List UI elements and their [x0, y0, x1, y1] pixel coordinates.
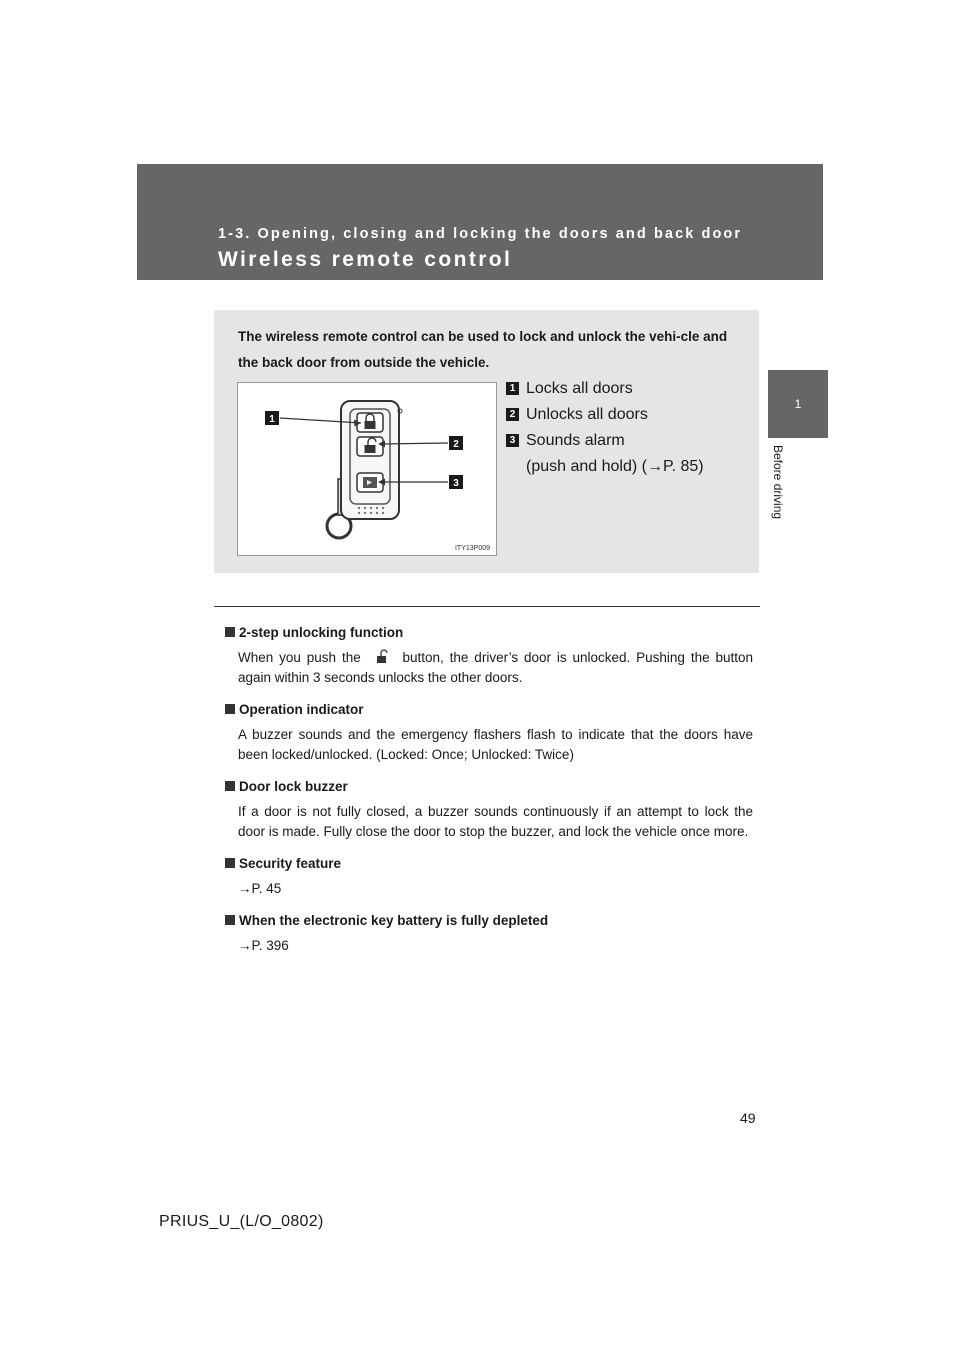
- note-security-feature: [225, 851, 753, 899]
- chapter-number: 1: [794, 397, 802, 411]
- callout-3-label: 3: [453, 478, 459, 489]
- intro-text: The wireless remote control can be used to lock and unlock the vehi-cle and the back door from outside the vehicle.: [238, 329, 728, 370]
- note-page-reference[interactable]: →P. 45: [238, 881, 282, 896]
- legend-number-1: 1: [506, 382, 519, 395]
- remote-control-figure: [237, 382, 497, 556]
- button-legend: [506, 376, 756, 480]
- remote-key-illustration: [238, 383, 496, 555]
- chapter-label: Before driving: [771, 445, 785, 520]
- legend-number-3: 3: [506, 434, 519, 447]
- note-body: When you push the: [238, 650, 361, 665]
- unlock-icon: [367, 649, 397, 663]
- legend-text-alarm: Sounds alarm: [526, 432, 625, 449]
- note-title: When the electronic key battery is fully depleted: [239, 913, 549, 928]
- note-body: If a door is not fully closed, a buzzer sounds continuously if an attempt to lock the door is made. Fully close the door to stop the buzzer, and lock the vehicle once more.: [238, 804, 753, 839]
- legend-item-lock: [506, 376, 756, 402]
- legend-text-unlock: Unlocks all doors: [526, 406, 648, 423]
- note-body: A buzzer sounds and the emergency flashers flash to indicate that the doors have been locked/unlocked. (Locked: Once; Unlocked: Twice): [238, 727, 753, 762]
- note-title: Door lock buzzer: [239, 779, 348, 794]
- note-page-reference[interactable]: →P. 396: [238, 938, 289, 953]
- legend-text-alarm-detail: (push and hold) (→P. 85): [526, 458, 704, 475]
- chapter-tab: [768, 370, 828, 438]
- section-title: 1-3. Opening, closing and locking the doors and back door: [218, 226, 743, 242]
- notes-list: [225, 620, 753, 965]
- figure-code: ITY13P009: [454, 545, 490, 552]
- legend-item-alarm: [506, 428, 756, 480]
- intro-box: [214, 310, 759, 573]
- bullet-square-icon: [225, 915, 235, 925]
- note-operation-indicator: [225, 697, 753, 765]
- legend-number-2: 2: [506, 408, 519, 421]
- callout-1-label: 1: [269, 414, 275, 425]
- note-door-lock-buzzer: [225, 774, 753, 842]
- legend-text-lock: Locks all doors: [526, 380, 633, 397]
- page-header: [137, 164, 823, 280]
- section-divider: [214, 606, 760, 607]
- bullet-square-icon: [225, 781, 235, 791]
- callout-2-label: 2: [453, 439, 459, 450]
- bullet-square-icon: [225, 858, 235, 868]
- footer-code: PRIUS_U_(L/O_0802): [159, 1213, 324, 1230]
- note-title: Operation indicator: [239, 702, 364, 717]
- note-title: 2-step unlocking function: [239, 625, 404, 640]
- bullet-square-icon: [225, 704, 235, 714]
- page-number: 49: [740, 1110, 756, 1126]
- note-key-battery-depleted: [225, 908, 753, 956]
- note-title: Security feature: [239, 856, 342, 871]
- bullet-square-icon: [225, 627, 235, 637]
- legend-item-unlock: [506, 402, 756, 428]
- note-body-cont: button, the driver’s door is unlocked. Pushing the button again within 3 seconds unlocks the other doors.: [238, 650, 753, 685]
- note-2-step-unlocking: [225, 620, 753, 688]
- page-title: Wireless remote control: [218, 248, 513, 271]
